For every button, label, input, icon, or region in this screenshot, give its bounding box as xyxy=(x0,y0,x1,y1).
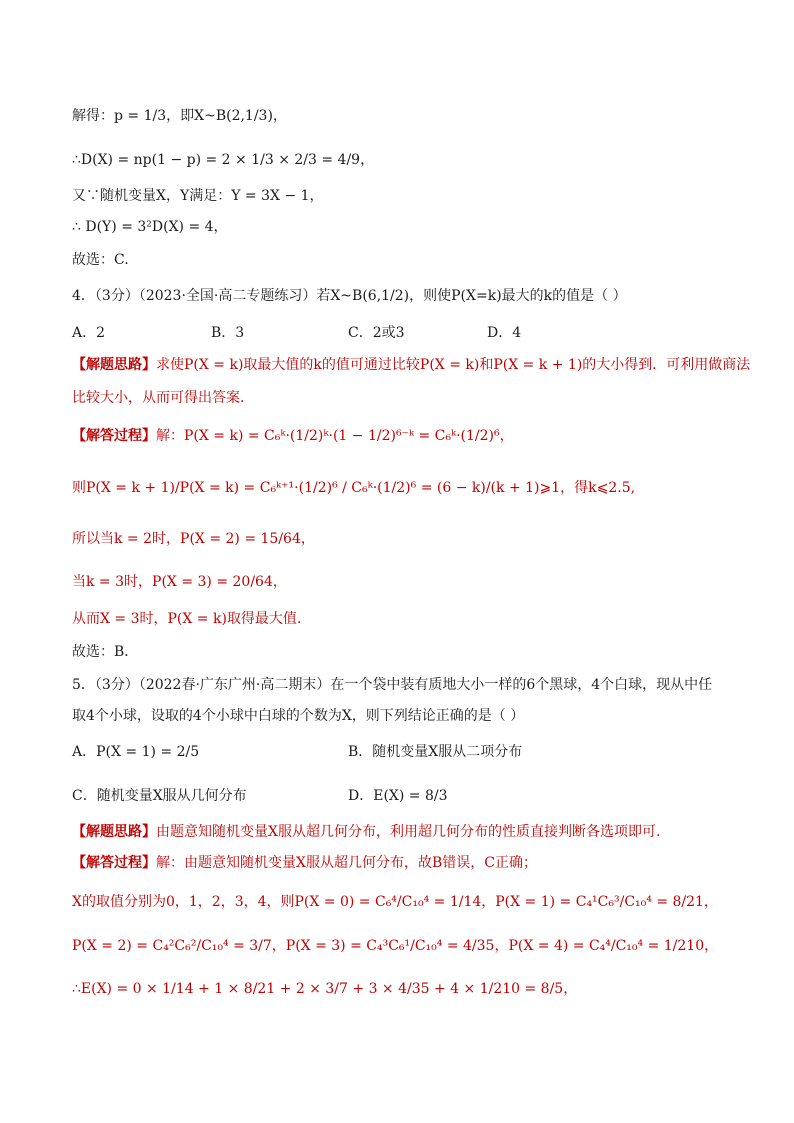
q4-process-line-3: 所以当k = 2时，P(X = 2) = 15/64， xyxy=(72,531,315,547)
q5-idea-tag: 【解题思路】 xyxy=(72,824,156,840)
q4-option-a: A．2 xyxy=(72,325,106,341)
q4-idea-line-1 xyxy=(72,355,750,375)
solution-answer: 故选：C. xyxy=(72,252,129,268)
q4-process-line-1 xyxy=(72,426,514,446)
solution-line-4: ∴ D(Y) = 3²D(X) = 4， xyxy=(72,219,228,235)
q4-process-line-2: 则P(X = k + 1)/P(X = k) = C₆ᵏ⁺¹·(1/2)⁶ / C₆ᵏ·(1/2)⁶ = (6 − k)/(k + 1)⩾1，得k⩽2.5, xyxy=(72,480,636,496)
q5-idea-line-1 xyxy=(72,822,660,842)
q5-process-tag: 【解答过程】 xyxy=(72,855,156,871)
q4-stem: 4．（3分）（2023·全国·高二专题练习）若X~B(6,1/2)，则使P(X=k)最大的k的值是（ ） xyxy=(72,288,627,304)
q4-idea-line-2: 比较大小，从而可得出答案. xyxy=(72,390,245,406)
q4-process-line-5: 从而X = 3时，P(X = k)取得最大值. xyxy=(72,611,302,627)
q5-process-text-1: 解：由题意知随机变量X服从超几何分布，故B错误，C正确； xyxy=(156,855,537,871)
q5-stem-line-1: 5．（3分）（2022春·广东广州·高二期末）在一个袋中装有质地大小一样的6个黑球，4个白球，现从中任 xyxy=(72,677,713,693)
q5-idea-text-1: 由题意知随机变量X服从超几何分布，利用超几何分布的性质直接判断各选项即可. xyxy=(156,824,661,840)
q5-option-a: A．P(X = 1) = 2/5 xyxy=(72,744,200,760)
q4-process-tag: 【解答过程】 xyxy=(72,428,156,444)
q5-process-line-1 xyxy=(72,853,537,873)
solution-line-3: 又∵随机变量X，Y满足：Y = 3X − 1， xyxy=(72,188,324,204)
q4-option-b: B．3 xyxy=(211,325,245,341)
q5-stem-line-2: 取4个小球，设取的4个小球中白球的个数为X，则下列结论正确的是（ ） xyxy=(72,708,525,724)
q5-process-line-4: ∴E(X) = 0 × 1/14 + 1 × 8/21 + 2 × 3/7 + 3 × 4/35 + 4 × 1/210 = 8/5， xyxy=(72,981,578,997)
q5-option-d: D．E(X) = 8/3 xyxy=(348,788,448,804)
q4-idea-text-1: 求使P(X = k)取最大值的k的值可通过比较P(X = k)和P(X = k + 1)的大小得到．可利用做商法 xyxy=(156,357,751,373)
q5-option-c: C．随机变量X服从几何分布 xyxy=(72,788,247,804)
solution-line-1: 解得：p = 1/3，即X~B(2,1/3)， xyxy=(72,108,287,124)
q4-option-c: C．2或3 xyxy=(348,325,405,341)
q4-process-line-4: 当k = 3时，P(X = 3) = 20/64， xyxy=(72,574,287,590)
q5-process-line-3: P(X = 2) = C₄²C₆²/C₁₀⁴ = 3/7，P(X = 3) = C₄³C₆¹/C₁₀⁴ = 4/35，P(X = 4) = C₄⁴/C₁₀⁴ = 1/210， xyxy=(72,938,719,954)
q5-option-b: B．随机变量X服从二项分布 xyxy=(348,744,523,760)
q4-process-text-1: 解：P(X = k) = C₆ᵏ·(1/2)ᵏ·(1 − 1/2)⁶⁻ᵏ = C₆ᵏ·(1/2)⁶， xyxy=(156,428,514,444)
solution-line-2: ∴D(X) = np(1 − p) = 2 × 1/3 × 2/3 = 4/9， xyxy=(72,152,375,168)
q4-answer: 故选：B． xyxy=(72,644,139,660)
q5-process-line-2: X的取值分别为0，1，2，3，4，则P(X = 0) = C₆⁴/C₁₀⁴ = 1/14，P(X = 1) = C₄¹C₆³/C₁₀⁴ = 8/21， xyxy=(72,894,718,910)
q4-option-d: D．4 xyxy=(487,325,522,341)
q4-idea-tag: 【解题思路】 xyxy=(72,357,156,373)
